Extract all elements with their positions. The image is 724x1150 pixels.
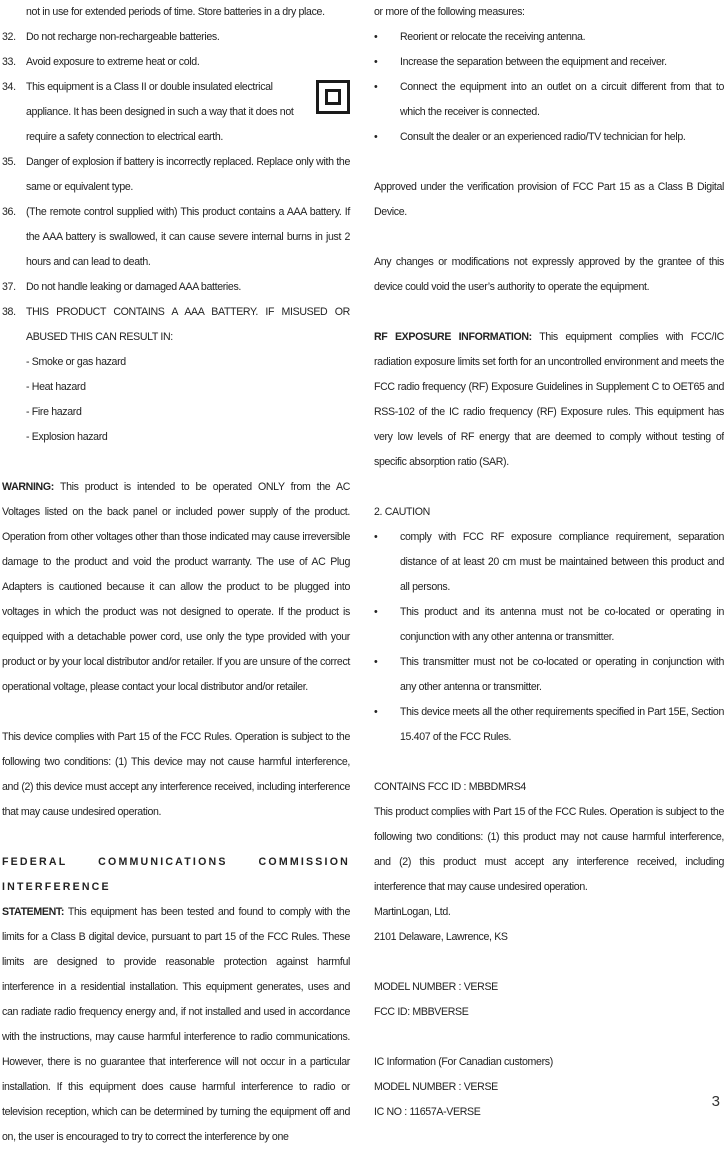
item-number: 37. (2, 281, 16, 293)
bullet-icon: • (374, 31, 378, 43)
hazard-smoke: - Smoke or gas hazard (26, 356, 126, 368)
item-text: Do not recharge non-rechargeable batteries. (26, 31, 220, 43)
item-text: This equipment is a Class II or double insulated electrical appliance. It has been designed in such a way that it does not require a safety connection to electrical earth. (26, 81, 294, 143)
item-number: 36. (2, 206, 16, 218)
caution-heading: 2. CAUTION (374, 506, 430, 518)
warning-text: This product is intended to be operated ONLY from the AC Voltages listed on the back panel or included power supply of the product. Operation from other voltages other than those indicated may cause irreversible damage to the product and void the product warranty. The use of AC Plug Adapters is cautioned because it can allow the product to be plugged into voltages in which the product was not designed to operate. If the product is equipped with a detachable power cord, use only the type provided with your product or by your local distributor and/or retailer. If you are unsure of the correct operational voltage, please contact your local distributor and/or retailer. (2, 481, 350, 693)
caution-item (374, 650, 724, 700)
item-number: 34. (2, 81, 16, 93)
caution-item (374, 600, 724, 650)
bullet-icon: • (374, 606, 378, 618)
caution-item (374, 525, 724, 600)
bullet-icon: • (374, 656, 378, 668)
hazard-heat: - Heat hazard (26, 381, 86, 393)
rf-exposure-label: RF EXPOSURE INFORMATION: (374, 331, 532, 343)
ic-number: IC NO : 11657A-VERSE (374, 1106, 481, 1118)
measure-text: Reorient or relocate the receiving antenna. (400, 31, 586, 43)
part15-product-paragraph: This product complies with Part 15 of the FCC Rules. Operation is subject to the following two conditions: (1) this product may not cause harmful interference, and (2) this product must accept any interference received, including interference that may cause undesired operation. (374, 806, 724, 893)
safety-item-36 (2, 200, 350, 275)
rf-exposure-text: This equipment complies with FCC/IC radiation exposure limits set forth for an uncontrolled environment and meets the FCC radio frequency (RF) Exposure Guidelines in Supplement C to OET65 and RSS-102 of the IC radio frequency (RF) Exposure rules. This equipment has very low levels of RF energy that are deemed to comply without testing of specific absorption ratio (SAR). (374, 331, 724, 468)
warning-paragraph (2, 475, 350, 700)
left-column (2, 0, 350, 1150)
item-text: (The remote control supplied with) This product contains a AAA battery. If the AAA battery is swallowed, it can cause severe internal burns in just 2 hours and can lead to death. (26, 206, 350, 268)
caution-text: This transmitter must not be co-located or operating in conjunction with any other antenna or transmitter. (400, 656, 724, 693)
measure-item (374, 125, 724, 150)
bullet-icon: • (374, 131, 378, 143)
safety-item-38 (2, 300, 350, 350)
right-column (374, 0, 724, 1125)
item-text: Avoid exposure to extreme heat or cold. (26, 56, 200, 68)
model-number: MODEL NUMBER : VERSE (374, 981, 498, 993)
ic-model-number: MODEL NUMBER : VERSE (374, 1081, 498, 1093)
caution-text: comply with FCC RF exposure compliance requirement, separation distance of at least 20 cm must be maintained between this product and all persons. (400, 531, 724, 593)
bullet-icon: • (374, 81, 378, 93)
item-number: 35. (2, 156, 16, 168)
fcc-statement-title: FEDERAL COMMUNICATIONS COMMISSION INTERFERENCE (2, 856, 350, 893)
bullet-icon: • (374, 531, 378, 543)
item-number: 38. (2, 306, 16, 318)
safety-item-32 (2, 25, 350, 50)
measure-text: Consult the dealer or an experienced radio/TV technician for help. (400, 131, 686, 143)
class-ii-double-insulation-icon (316, 80, 350, 114)
hazard-fire: - Fire hazard (26, 406, 82, 418)
caution-item (374, 700, 724, 750)
fcc-statement-text: This equipment has been tested and found to comply with the limits for a Class B digital device, pursuant to part 15 of the FCC Rules. These limits are designed to provide reasonable protection against harmful interference in a residential installation. This equipment generates, uses and can radiate radio frequency energy and, if not installed and used in accordance with the instructions, may cause harmful interference to radio communications. However, there is no guarantee that interference will not occur in a particular installation. If this equipment does cause harmful interference to radio or television reception, which can be determined by turning the equipment off and on, the user is encouraged to try to correct the interference by one (2, 906, 350, 1143)
company-address: 2101 Delaware, Lawrence, KS (374, 931, 508, 943)
item-number: 32. (2, 31, 16, 43)
bullet-icon: • (374, 706, 378, 718)
measure-text: Increase the separation between the equipment and receiver. (400, 56, 667, 68)
safety-item-34 (2, 75, 350, 150)
caution-text: This device meets all the other requirements specified in Part 15E, Section 15.407 of the FCC Rules. (400, 706, 724, 743)
caution-text: This product and its antenna must not be co-located or operating in conjunction with any other antenna or transmitter. (400, 606, 724, 643)
measures-intro: or more of the following measures: (374, 6, 525, 18)
page-number: 3 (711, 1093, 720, 1110)
fcc-id: FCC ID: MBBVERSE (374, 1006, 469, 1018)
company-name: MartinLogan, Ltd. (374, 906, 451, 918)
ic-information-heading: IC Information (For Canadian customers) (374, 1056, 553, 1068)
changes-paragraph: Any changes or modifications not expressly approved by the grantee of this device could void the user’s authority to operate the equipment. (374, 256, 724, 293)
approved-paragraph: Approved under the verification provision of FCC Part 15 as a Class B Digital Device. (374, 181, 724, 218)
measure-item (374, 25, 724, 50)
safety-item-35 (2, 150, 350, 200)
item-number: 33. (2, 56, 16, 68)
bullet-icon: • (374, 56, 378, 68)
measure-text: Connect the equipment into an outlet on a circuit different from that to which the receiver is connected. (400, 81, 724, 118)
safety-item-37 (2, 275, 350, 300)
warning-label: WARNING: (2, 481, 54, 493)
item-text: Do not handle leaking or damaged AAA batteries. (26, 281, 242, 293)
fcc-statement-paragraph (2, 900, 350, 1150)
contains-fcc-id: CONTAINS FCC ID : MBBDMRS4 (374, 781, 526, 793)
fcc-statement-label: STATEMENT: (2, 906, 65, 918)
measure-item (374, 50, 724, 75)
hazard-explosion: - Explosion hazard (26, 431, 108, 443)
rf-exposure-paragraph (374, 325, 724, 475)
item-text: Danger of explosion if battery is incorrectly replaced. Replace only with the same or equivalent type. (26, 156, 350, 193)
battery-continuation: not in use for extended periods of time. Store batteries in a dry place. (26, 6, 325, 18)
measure-item (374, 75, 724, 125)
safety-item-33 (2, 50, 350, 75)
item-text: THIS PRODUCT CONTAINS A AAA BATTERY. IF MISUSED OR ABUSED THIS CAN RESULT IN: (26, 306, 350, 343)
part15-paragraph: This device complies with Part 15 of the FCC Rules. Operation is subject to the following two conditions: (1) This device may not cause harmful interference, and (2) this device must accept any interference received, including interference that may cause undesired operation. (2, 731, 350, 818)
